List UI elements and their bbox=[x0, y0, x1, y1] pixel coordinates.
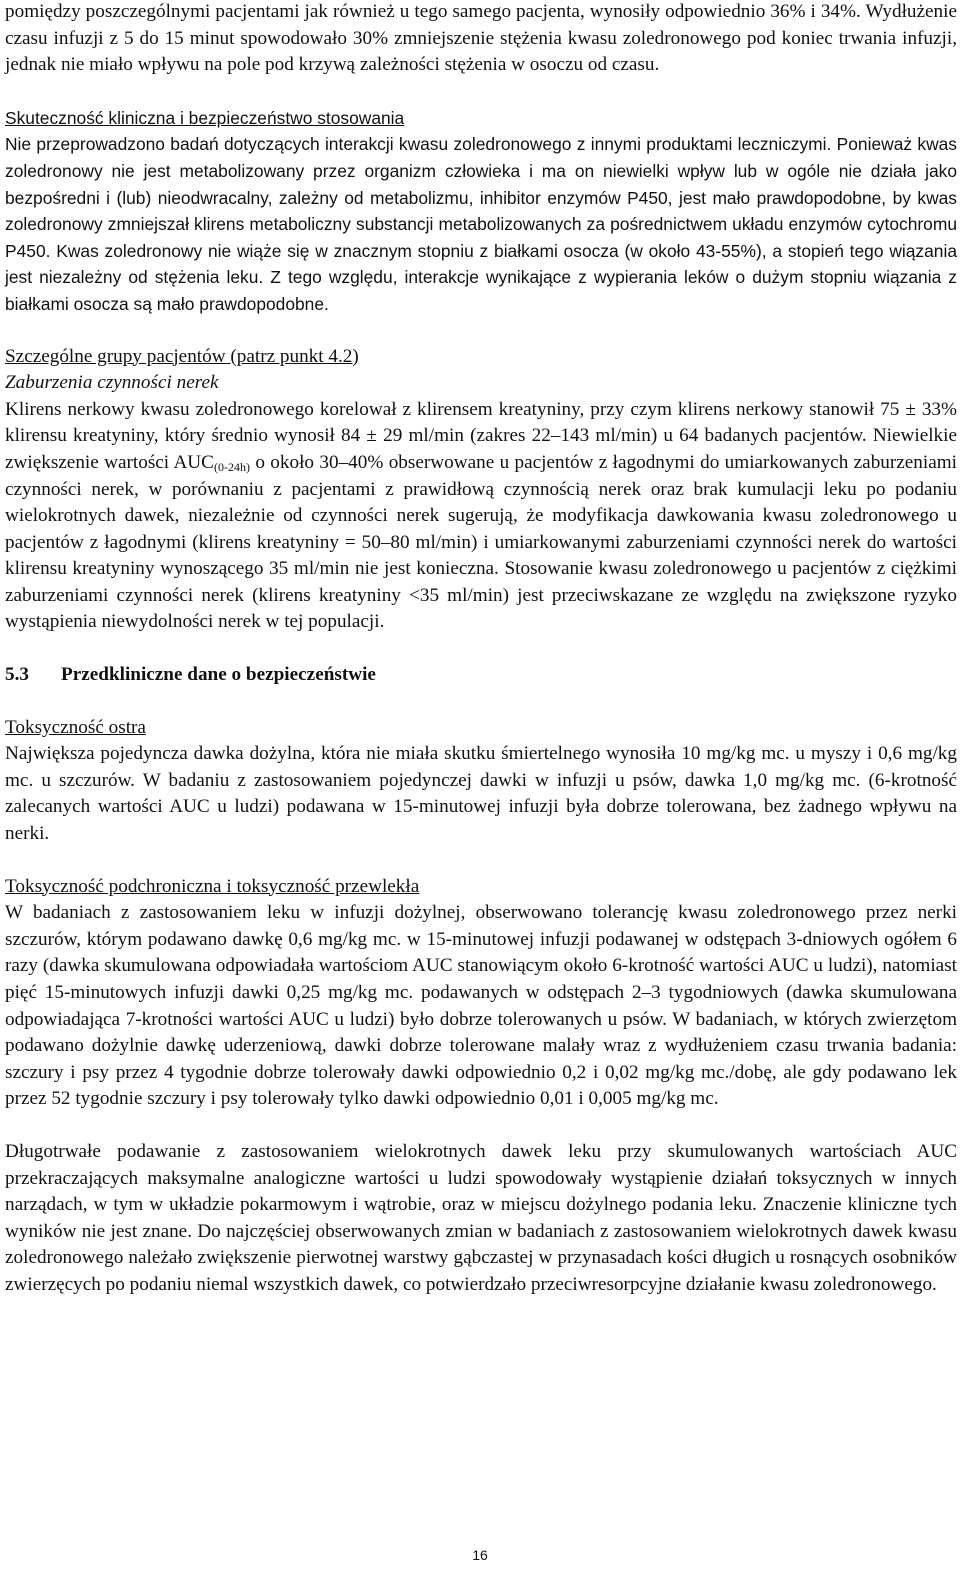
renal-text-part-a: Klirens nerkowy kwasu zoledronowego korelował z klirensem kreatyniny, przy czym klirens nerkowy stanowił 75 ± 33% klirensu kreatyniny, który średnio wynosił 84 ± 29 ml/min (zakres 22–143 ml/min) u 64 badanych pacjentów. Niewielkie zwiększenie wartości AUC bbox=[5, 398, 957, 473]
chronic-toxicity-heading: Toksyczność podchroniczna i toksyczność przewlekła bbox=[5, 875, 420, 897]
auc-subscript: (0-24h) bbox=[213, 459, 250, 474]
acute-toxicity-heading: Toksyczność ostra bbox=[5, 716, 146, 738]
clinical-efficacy-heading: Skuteczność kliniczna i bezpieczeństwo stosowania bbox=[5, 107, 405, 128]
long-term-administration-paragraph: Długotrwałe podawanie z zastosowaniem wielokrotnych dawek leku przy skumulowanych wartościach AUC przekraczających maksymalne analogiczne wartości u ludzi spowodowały wystąpienie działań toksycznych w innych narządach, w tym w układzie pokarmowym i wątrobie, oraz w miejscu dożylnego podania leku. Znaczenie kliniczne tych wyników nie jest znane. Do najczęściej obserwowanych zmian w badaniach z zastosowaniem wielokrotnych dawek kwasu zoledronowego należało zwiększenie pierwotnej warstwy gąbczastej w przynasadach kości długich u rosnących osobników zwierzęcych po podaniu niemal wszystkich dawek, co potwierdzało przeciwresorpcyjne działanie kwasu zoledronowego. bbox=[5, 1140, 957, 1295]
special-populations-heading: Szczególne grupy pacjentów (patrz punkt 4.2) bbox=[5, 345, 359, 367]
chronic-toxicity-paragraph: W badaniach z zastosowaniem leku w infuzji dożylnej, obserwowano tolerancję kwasu zoledronowego przez nerki szczurów, którym podawano dawkę 0,6 mg/kg mc. w 15-minutowej infuzji podawanej w odstępach 3-dniowych ogółem 6 razy (dawka skumulowana odpowiadała wartościom AUC stanowiącym około 6-krotność wartości AUC u ludzi), natomiast pięć 15-minutowych infuzji dawki 0,25 mg/kg mc. podawanych w odstępach 2–3 tygodniowych (dawka skumulowana odpowiadająca 7-krotności wartości AUC u ludzi) było dobrze tolerowanych u psów. W badaniach, w których zwierzętom podawano dożylnie dawkę uderzeniową, dawki dobrze tolerowane malały wraz z wydłużeniem czasu trwania badania: szczury i psy przez 4 tygodnie dobrze tolerowały dawki odpowiednio 0,2 i 0,02 mg/kg mc./dobę, ale gdy podawano lek przez 52 tygodnie szczury i psy tolerowały tylko dawki odpowiednio 0,01 i 0,005 mg/kg mc. bbox=[5, 902, 957, 1110]
clinical-efficacy-paragraph: Nie przeprowadzono badań dotyczących interakcji kwasu zoledronowego z innymi produktami leczniczymi. Ponieważ kwas zoledronowy nie jest metabolizowany przez organizm człowieka i ma on niewielki wpływ lub w ogóle nie działa jako bezpośredni i (lub) nieodwracalny, zależny od metabolizmu, inhibitor enzymów P450, jest mało prawdopodobne, by kwas zoledronowy zmniejszał klirens metaboliczny substancji metabolizowanych za pośrednictwem układu enzymów cytochromu P450. Kwas zoledronowy nie wiąże się w znacznym stopniu z białkami osocza (w około 43-55%), a stopień tego wiązania jest niezależny od stężenia leku. Z tego względu, interakcje wynikające z wypierania leków o dużym stopniu wiązania z białkami osocza są mało prawdopodobne. bbox=[5, 134, 957, 314]
section-heading bbox=[5, 662, 957, 689]
renal-text-part-b: o około 30–40% obserwowane u pacjentów z łagodnymi do umiarkowanych zaburzeniami czynności nerek, w porównaniu z pacjentami z prawidłową czynnością nerek oraz brak kumulacji leku po podaniu wielokrotnych dawek, niezależnie od czynności nerek sugerują, że modyfikacja dawkowania kwasu zoledronowego u pacjentów z łagodnymi (klirens kreatyniny = 50–80 ml/min) i umiarkowanymi zaburzeniami czynności nerek do wartości klirensu kreatyniny wynoszącego 35 ml/min nie jest konieczna. Stosowanie kwasu zoledronowego u pacjentów z ciężkimi zaburzeniami czynności nerek (klirens kreatyniny <35 ml/min) jest przeciwskazane ze względu na zwiększone ryzyko wystąpienia niewydolności nerek w tej populacji. bbox=[5, 451, 957, 633]
renal-impairment-subheading: Zaburzenia czynności nerek bbox=[5, 372, 219, 394]
acute-toxicity-paragraph: Największa pojedyncza dawka dożylna, która nie miała skutku śmiertelnego wynosiła 10 mg/kg mc. u myszy i 0,6 mg/kg mc. u szczurów. W badaniu z zastosowaniem pojedynczej dawki w infuzji u psów, dawka 1,0 mg/kg mc. (6-krotność zalecanych wartości AUC u ludzi) podawana w 15-minutowej infuzji była dobrze tolerowana, bez żadnego wpływu na nerki. bbox=[5, 743, 957, 845]
pharmacokinetics-paragraph: pomiędzy poszczególnymi pacjentami jak również u tego samego pacjenta, wynosiły odpowiednio 36% i 34%. Wydłużenie czasu infuzji z 5 do 15 minut spowodowało 30% zmniejszenie stężenia kwasu zoledronowego pod koniec trwania infuzji, jednak nie miało wpływu na pole pod krzywą zależności stężenia w osoczu od czasu. bbox=[5, 1, 957, 76]
page-number: 16 bbox=[472, 1547, 488, 1563]
section-title: Przedkliniczne dane o bezpieczeństwie bbox=[61, 664, 376, 686]
renal-impairment-paragraph bbox=[5, 397, 957, 636]
section-number: 5.3 bbox=[5, 664, 29, 686]
document-page bbox=[5, 0, 957, 1299]
